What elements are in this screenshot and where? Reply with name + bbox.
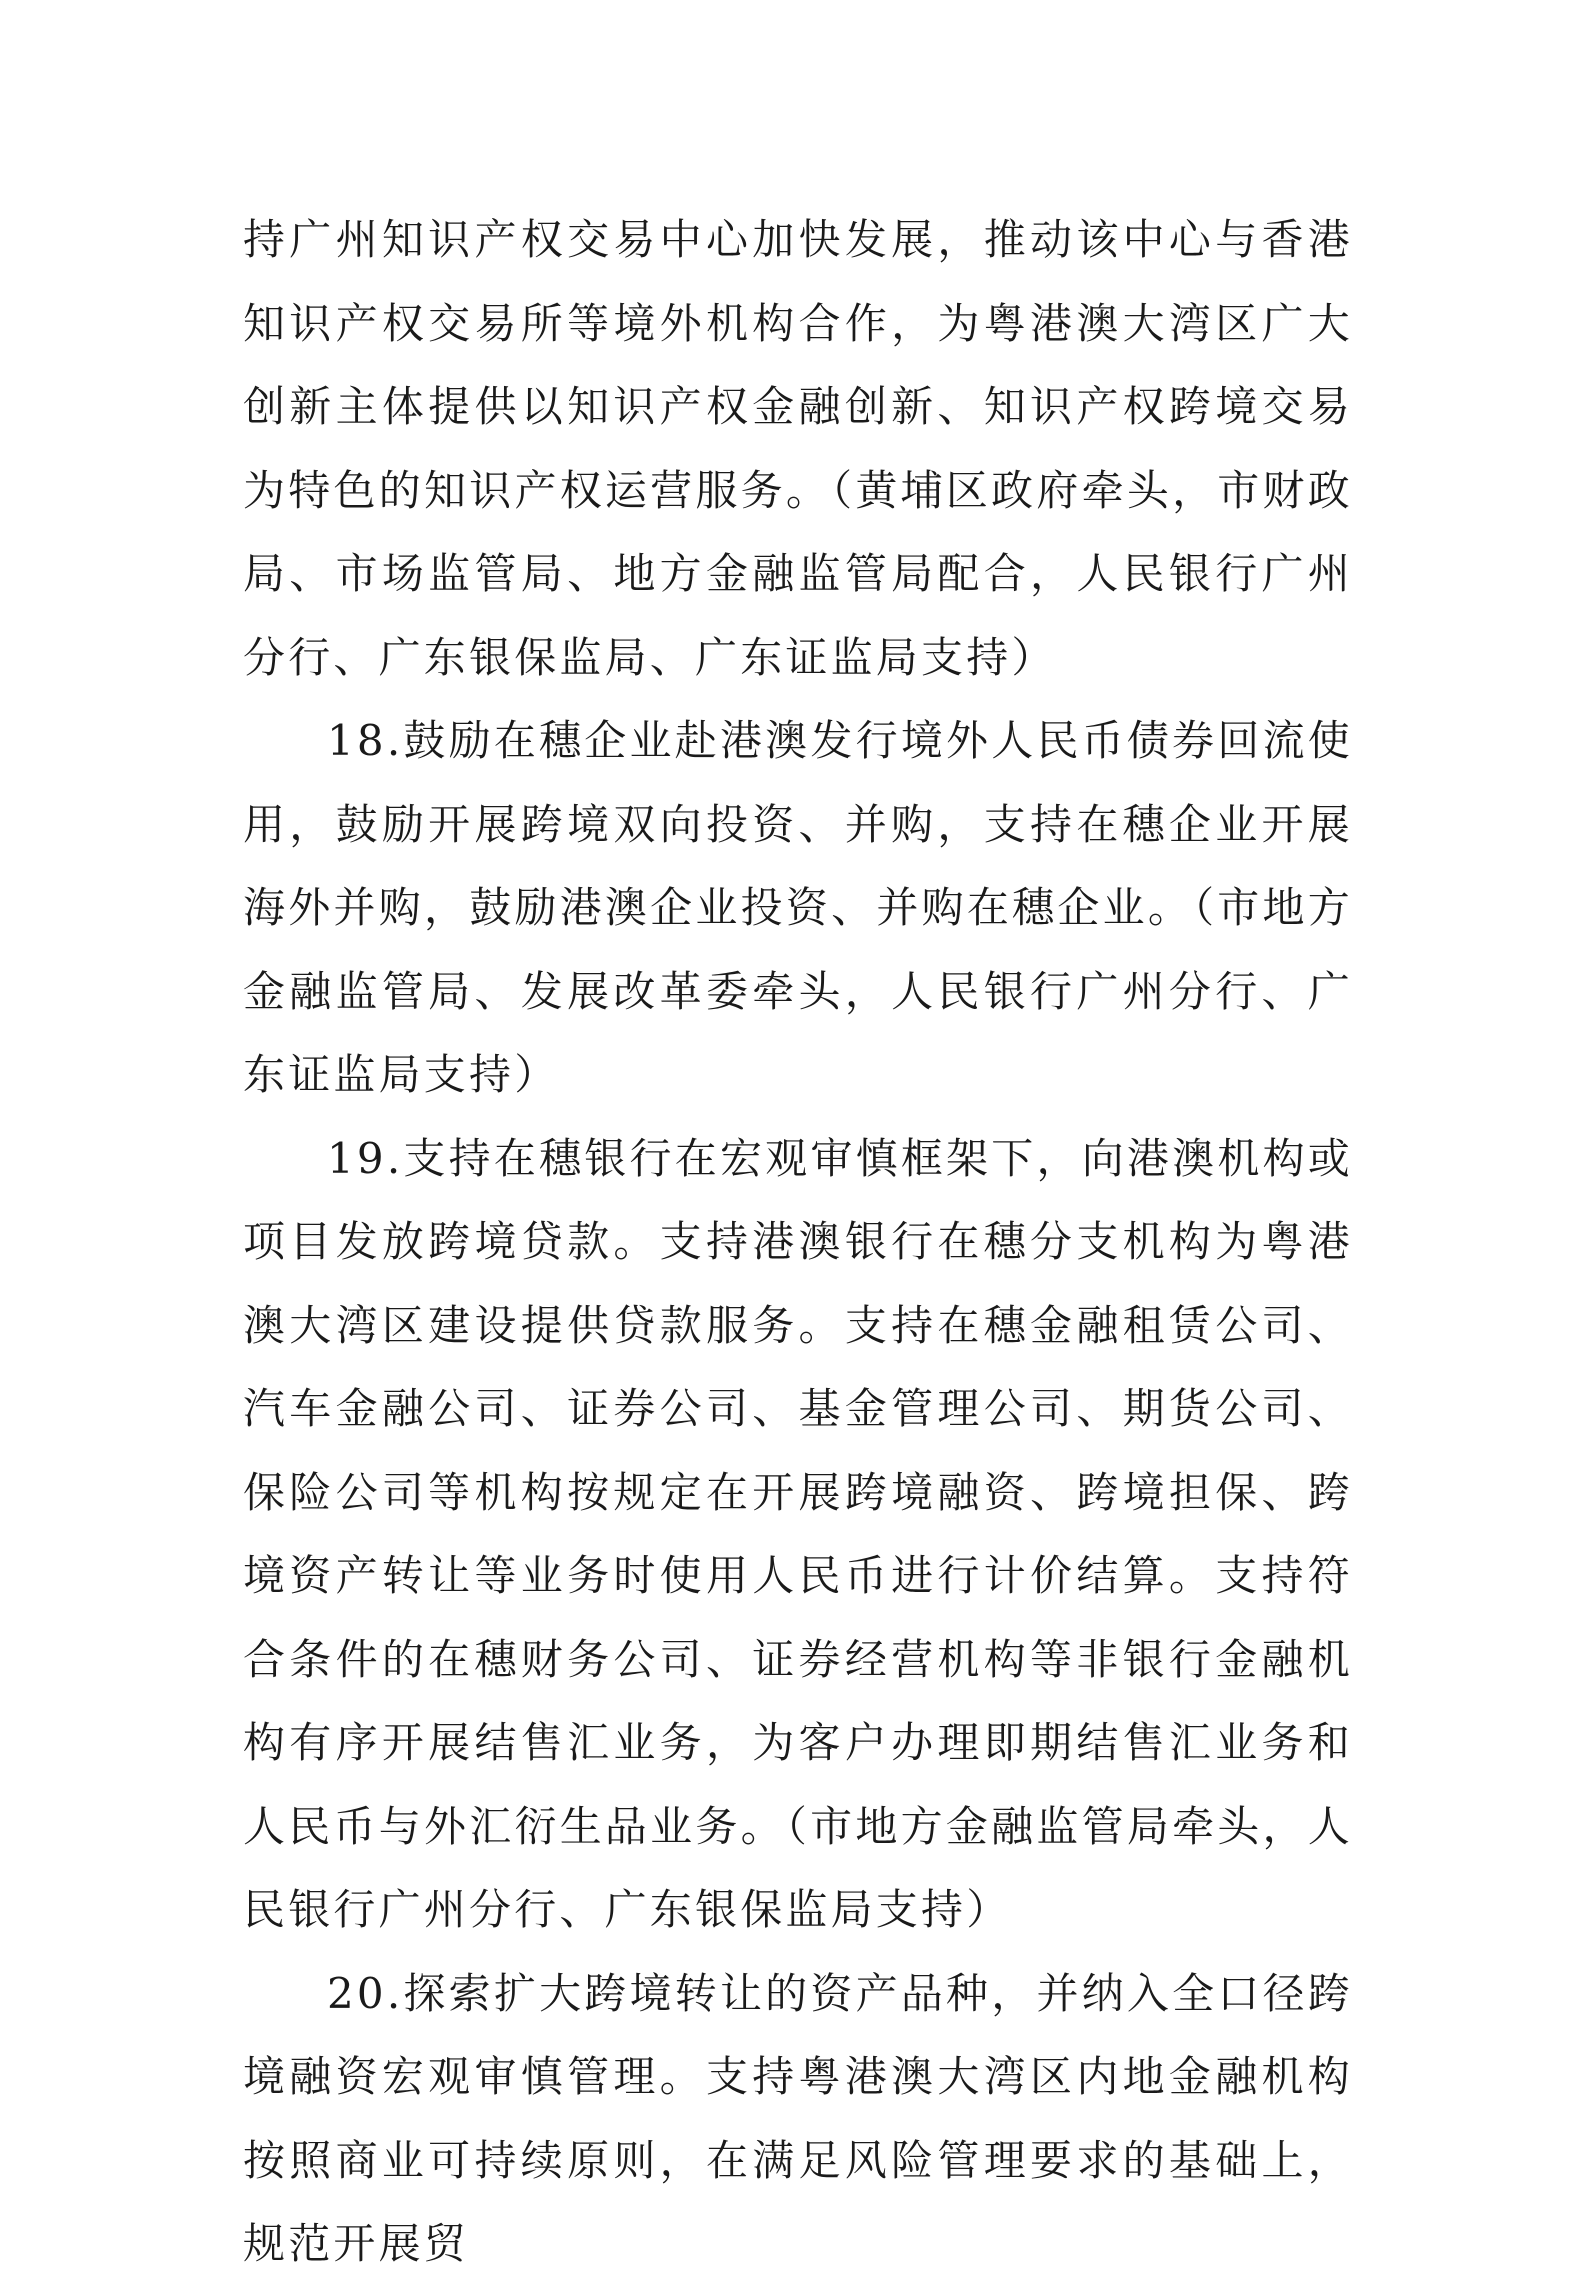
paragraph-item-20: 20.探索扩大跨境转让的资产品种，并纳入全口径跨境融资宏观审慎管理。支持粤港澳大湾区内地金融机构按照商业可持续原则，在满足风险管理要求的基础上，规范开展贸 [243, 1968, 1353, 2268]
paragraph-continuation: 持广州知识产权交易中心加快发展，推动该中心与香港知识产权交易所等境外机构合作，为粤港澳大湾区广大创新主体提供以知识产权金融创新、知识产权跨境交易为特色的知识产权运营服务。（黄埔区政府牵头，市财政局、市场监管局、地方金融监管局配合，人民银行广州分行、广东银保监局、广东证监局支持） [243, 215, 1353, 682]
paragraph-item-19: 19.支持在穗银行在宏观审慎框架下，向港澳机构或项目发放跨境贷款。支持港澳银行在穗分支机构为粤港澳大湾区建设提供贷款服务。支持在穗金融租赁公司、汽车金融公司、证券公司、基金管理公司、期货公司、保险公司等机构按规定在开展跨境融资、跨境担保、跨境资产转让等业务时使用人民币进行计价结算。支持符合条件的在穗财务公司、证券经营机构等非银行金融机构有序开展结售汇业务，为客户办理即期结售汇业务和人民币与外汇衍生品业务。（市地方金融监管局牵头，人民银行广州分行、广东银保监局支持） [243, 1133, 1353, 1934]
document-body [243, 198, 1353, 2286]
paragraph-item-18: 18.鼓励在穗企业赴港澳发行境外人民币债券回流使用，鼓励开展跨境双向投资、并购，支持在穗企业开展海外并购，鼓励港澳企业投资、并购在穗企业。（市地方金融监管局、发展改革委牵头，人民银行广州分行、广东证监局支持） [243, 716, 1353, 1099]
